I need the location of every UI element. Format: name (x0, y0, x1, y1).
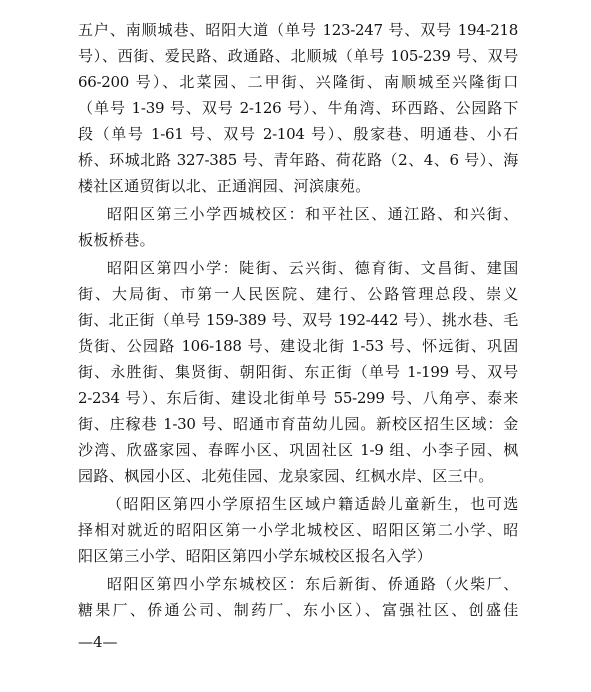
text-line: 园路、枫园小区、北苑佳园、龙泉家园、红枫水岸、区三中。 (78, 467, 494, 485)
text-line: 五户、南顺城巷、昭阳大道（单号 123-247 号、双号 194-218 (78, 21, 518, 39)
paragraph-first-line: （昭阳区第四小学原招生区域户籍适龄儿童新生，也可选 (107, 495, 518, 513)
paragraph-first-line: 昭阳区第四小学东城校区：东后新街、侨通路（火柴厂、 (107, 575, 518, 593)
text-line: 号）、西街、爱民路、政通路、北顺城（单号 105-239 号、双号 (78, 47, 518, 65)
text-line: 货街、公园路 106-188 号、建设北街 1-53 号、怀远街、巩固 (78, 337, 518, 355)
text-line: 板板桥巷。 (78, 231, 156, 249)
text-line: （单号 1-39 号、双号 2-126 号）、牛角湾、环西路、公园路下 (78, 99, 518, 117)
paragraph-first-line: 昭阳区第四小学：陡街、云兴街、德育街、文昌街、建国 (107, 259, 518, 277)
text-line: 糖果厂、侨通公司、制药厂、东小区）、富强社区、创盛佳 (78, 601, 518, 619)
text-line: 街、大局街、市第一人民医院、建行、公路管理总段、崇义 (78, 285, 518, 303)
text-line: 街、北正街（单号 159-389 号、双号 192-442 号）、挑水巷、毛 (78, 311, 518, 329)
paragraph-first-line: 昭阳区第三小学西城校区：和平社区、通江路、和兴街、 (107, 205, 518, 223)
text-line: 2-234 号）、东后街、建设北街单号 55-299 号、八角亭、泰来 (78, 389, 518, 407)
text-line: 街、庄稼巷 1-30 号、昭通市育苗幼儿园。新校区招生区域：金 (78, 415, 518, 433)
text-line: 桥、环城北路 327-385 号、青年路、荷花路（2、4、6 号）、海 (78, 151, 518, 169)
text-line: 街、永胜街、集贤街、朝阳街、东正街（单号 1-199 号、双号 (78, 363, 518, 381)
text-line: 段（单号 1-61 号、双号 2-104 号）、殷家巷、明通巷、小石 (78, 125, 518, 143)
text-line: 阳区第三小学、昭阳区第四小学东城校区报名入学） (78, 547, 433, 565)
text-line: 择相对就近的昭阳区第一小学北城校区、昭阳区第二小学、昭 (78, 521, 518, 539)
text-line: 楼社区通贸街以北、正通润园、河滨康苑。 (78, 177, 371, 195)
text-line: 沙湾、欣盛家园、春晖小区、巩固社区 1-9 组、小李子园、枫 (78, 441, 518, 459)
page-number: —4— (78, 633, 118, 651)
text-line: 66-200 号）、北菜园、二甲街、兴隆街、南顺城至兴隆街口 (78, 73, 518, 91)
